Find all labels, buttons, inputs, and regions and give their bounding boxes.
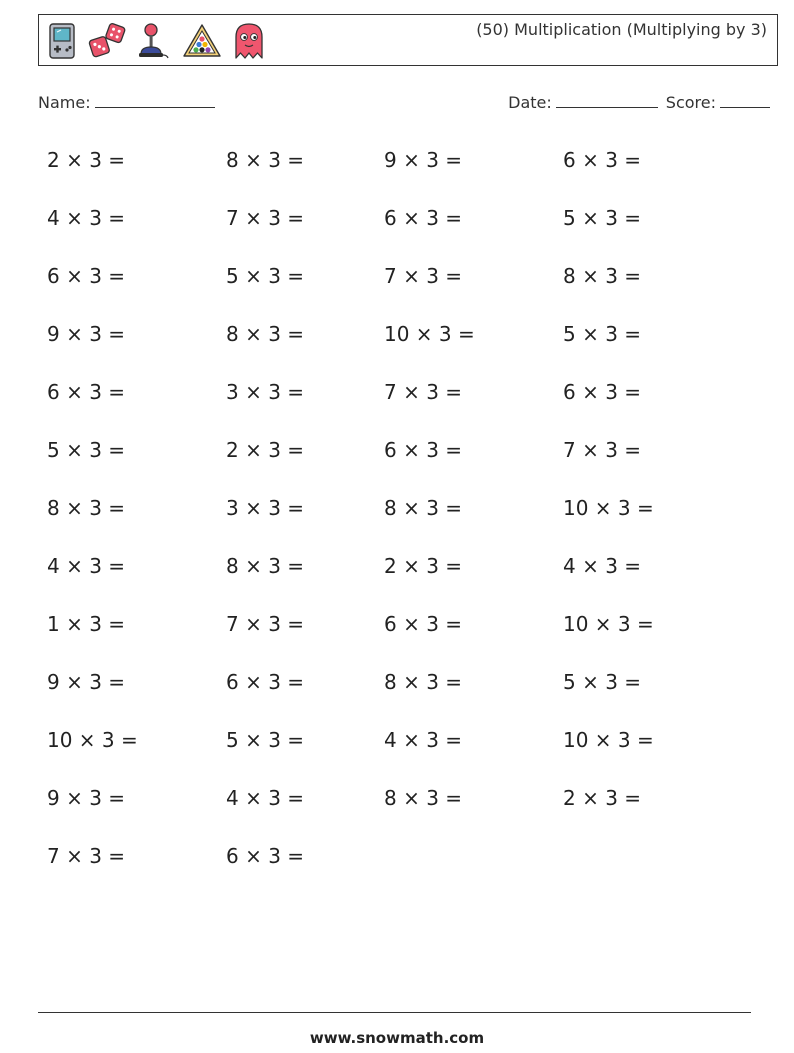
problem-item: 7 × 3 =: [47, 844, 126, 868]
problem-item: 6 × 3 =: [563, 380, 642, 404]
problem-item: 2 × 3 =: [226, 438, 305, 462]
icon-strip: [47, 21, 265, 61]
problem-item: 10 × 3 =: [563, 496, 654, 520]
problem-item: 5 × 3 =: [47, 438, 126, 462]
problem-item: 6 × 3 =: [384, 612, 463, 636]
problem-item: 10 × 3 =: [563, 612, 654, 636]
worksheet-title: (50) Multiplication (Multiplying by 3): [476, 20, 767, 39]
ghost-icon: [233, 22, 265, 60]
problem-item: 4 × 3 =: [47, 206, 126, 230]
problem-item: 6 × 3 =: [226, 670, 305, 694]
problem-item: 6 × 3 =: [384, 438, 463, 462]
problem-item: 10 × 3 =: [563, 728, 654, 752]
worksheet-header: [38, 14, 778, 66]
problem-item: 5 × 3 =: [226, 264, 305, 288]
problem-item: 8 × 3 =: [384, 670, 463, 694]
problem-item: 5 × 3 =: [563, 206, 642, 230]
problem-item: 5 × 3 =: [563, 322, 642, 346]
problem-item: 3 × 3 =: [226, 496, 305, 520]
problem-item: 9 × 3 =: [384, 148, 463, 172]
footer-url: www.snowmath.com: [309, 1029, 485, 1047]
handheld-game-icon: [47, 23, 77, 59]
name-label: Name:: [38, 93, 91, 112]
problem-item: 7 × 3 =: [384, 264, 463, 288]
problem-item: 2 × 3 =: [563, 786, 642, 810]
problem-item: 6 × 3 =: [47, 264, 126, 288]
dice-icon: [88, 22, 126, 60]
problem-item: 2 × 3 =: [47, 148, 126, 172]
problem-item: 8 × 3 =: [47, 496, 126, 520]
problem-item: 6 × 3 =: [226, 844, 305, 868]
problem-item: 7 × 3 =: [226, 612, 305, 636]
score-label: Score:: [665, 93, 716, 112]
problem-item: 10 × 3 =: [384, 322, 475, 346]
problem-item: 4 × 3 =: [384, 728, 463, 752]
problem-item: 4 × 3 =: [226, 786, 305, 810]
problem-item: 10 × 3 =: [47, 728, 138, 752]
problem-item: 6 × 3 =: [47, 380, 126, 404]
problem-item: 2 × 3 =: [384, 554, 463, 578]
problem-item: 4 × 3 =: [563, 554, 642, 578]
problem-item: 6 × 3 =: [384, 206, 463, 230]
problem-item: 8 × 3 =: [384, 786, 463, 810]
problem-item: 7 × 3 =: [226, 206, 305, 230]
problem-item: 6 × 3 =: [563, 148, 642, 172]
problem-item: 8 × 3 =: [563, 264, 642, 288]
problem-item: 8 × 3 =: [384, 496, 463, 520]
problem-item: 9 × 3 =: [47, 670, 126, 694]
name-blank[interactable]: [95, 93, 215, 108]
date-score-fields: [508, 93, 770, 112]
problem-item: 5 × 3 =: [226, 728, 305, 752]
problem-item: 9 × 3 =: [47, 322, 126, 346]
problem-item: 5 × 3 =: [563, 670, 642, 694]
problem-item: 7 × 3 =: [384, 380, 463, 404]
problem-item: 3 × 3 =: [226, 380, 305, 404]
date-blank[interactable]: [556, 93, 658, 108]
problem-item: 8 × 3 =: [226, 322, 305, 346]
billiard-rack-icon: [182, 23, 222, 59]
name-field: [38, 93, 215, 112]
problem-item: 9 × 3 =: [47, 786, 126, 810]
problem-item: 4 × 3 =: [47, 554, 126, 578]
score-blank[interactable]: [720, 93, 770, 108]
joystick-icon: [137, 22, 171, 60]
footer-divider: [38, 1012, 751, 1013]
problem-item: 8 × 3 =: [226, 148, 305, 172]
date-label: Date:: [508, 93, 552, 112]
problem-item: 1 × 3 =: [47, 612, 126, 636]
problem-item: 8 × 3 =: [226, 554, 305, 578]
problem-item: 7 × 3 =: [563, 438, 642, 462]
